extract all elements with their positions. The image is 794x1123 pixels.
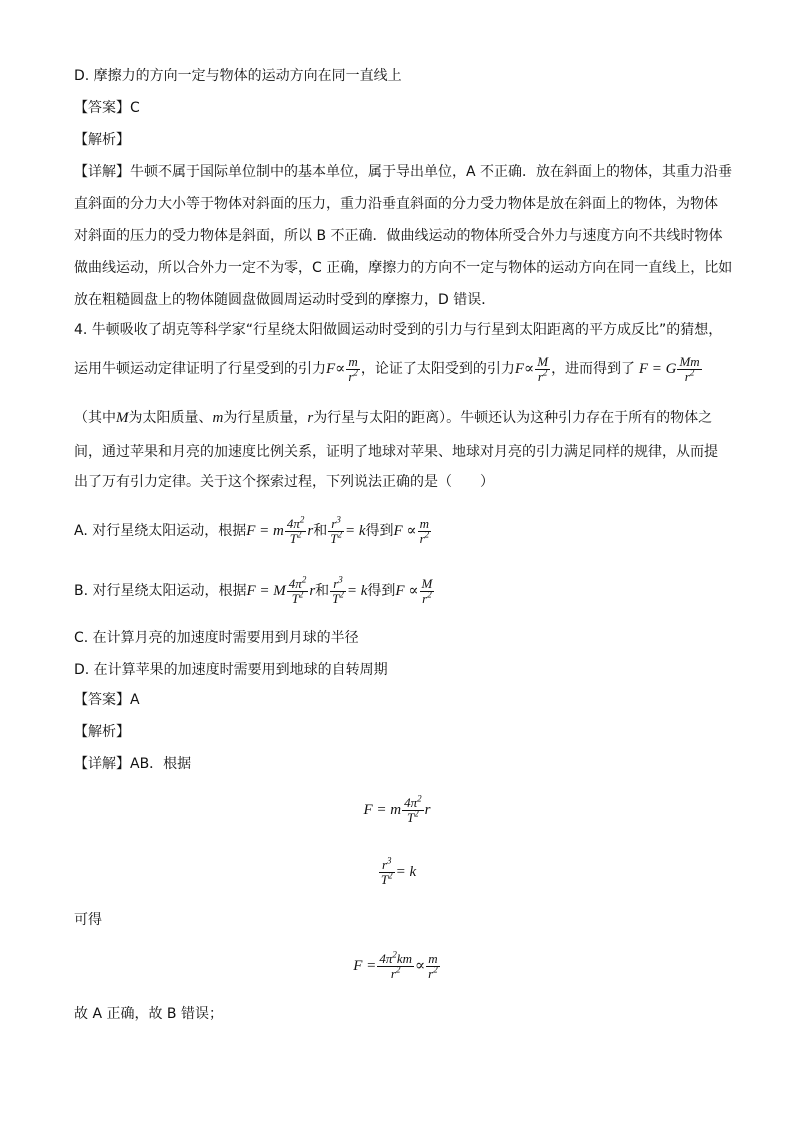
text-span: B. 对行星绕太阳运动，根据 [74,583,247,599]
text-span: ，进而得到了 [551,361,636,377]
detail-line: 直斜面的分力大小等于物体对斜面的压力，重力沿垂直斜面的分力受力物体是放在斜面上的物体，为物体 [74,196,718,212]
text-span: A. 对行星绕太阳运动，根据 [74,523,247,539]
math-expr: = k [346,583,368,599]
fraction: $\frac{4\pi^2}{T^2}$ [286,514,305,546]
text-span: （其中 [74,410,116,426]
option-b [74,574,435,608]
answer-label: 【答案】C [74,100,140,116]
math-var: M [116,410,129,426]
math-expr: F = G [635,361,677,377]
text-span: 为行星质量， [223,410,308,426]
question-4-line: 间，通过苹果和月亮的加速度比例关系，证明了地球对苹果、地球对月亮的引力满足同样的规律，从而提 [74,444,718,460]
text-span: 运用牛顿运动定律证明了行星受到的引力 [74,361,326,377]
option-c: C. 在计算月亮的加速度时需要用到月球的半径 [74,630,359,646]
text-span: 和 [313,523,328,539]
math-expr: F ∝ [395,583,419,599]
question-4-line: 出了万有引力定律。关于这个探索过程，下列说法正确的是（ ） [74,474,494,490]
text-span: 为行星与太阳的距离）。牛顿还认为这种引力存在于所有的物体之 [313,410,713,426]
math-expr: F = [353,958,377,974]
fraction: $\frac{r^3}{T^2}$ [330,514,342,546]
conclusion-line: 故 A 正确，故 B 错误； [74,1006,223,1022]
fraction: $\frac{M}{r^2}$ [421,575,433,606]
fraction: $\frac{4\pi^2}{T^2}$ [404,793,422,825]
fraction: $\frac{Mm}{r^2}$ [679,353,700,384]
detail-line: 放在粗糙圆盘上的物体随圆盘做圆周运动时受到的摩擦力，D 错误． [74,292,496,308]
detail-line: 【详解】牛顿不属于国际单位制中的基本单位，属于导出单位，A 不正确．放在斜面上的物体，其重力沿垂 [74,164,733,180]
math-expr: F = m [246,523,284,539]
text-span: 得到 [365,523,394,539]
equation-3 [0,946,794,986]
fraction: $\frac{m}{r^2}$ [428,950,438,981]
math-expr: F∝ [326,361,346,377]
question-4-formula-line [74,354,703,384]
answer-label: 【答案】A [74,692,140,708]
math-expr: F = m [363,802,402,818]
analysis-label: 【解析】 [74,132,130,148]
math-var: r [424,802,431,818]
analysis-label: 【解析】 [74,724,130,740]
text-span: 为太阳质量、 [128,410,213,426]
detail-line: 对斜面的压力的受力物体是斜面，所以 B 不正确．做曲线运动的物体所受合外力与速度方向不共线时物体 [74,228,723,244]
math-expr: = k [344,523,366,539]
fraction: $\frac{m}{r^2}$ [348,353,358,384]
fraction: $\frac{m}{r^2}$ [419,515,430,546]
math-expr: F ∝ [393,523,417,539]
detail-line: 做曲线运动，所以合外力一定不为零，C 正确，摩擦力的方向不一定与物体的运动方向在同一直线上，比如 [74,260,733,276]
fraction: $\frac{r^3}{T^2}$ [332,574,344,606]
math-expr: F = M [246,583,286,599]
fraction: $\frac{4\pi^2km}{r^2}$ [379,949,412,981]
math-var: r [307,523,314,539]
math-expr: F∝ [514,361,535,377]
text-span: 和 [315,583,330,599]
text-span: 得到 [367,583,396,599]
option-d-previous: D. 摩擦力的方向一定与物体的运动方向在同一直线上 [74,68,402,84]
math-expr: ∝ [415,958,426,974]
text-span: ，论证了太阳受到的引力 [360,361,515,377]
fraction: $\frac{M}{r^2}$ [537,353,549,384]
option-d: D. 在计算苹果的加速度时需要用到地球的自转周期 [74,662,388,678]
detail-line: 【详解】AB．根据 [74,756,192,772]
option-a [74,514,432,548]
question-4-line [74,408,712,428]
math-var: m [212,410,224,426]
question-4-line: 4. 牛顿吸收了胡克等科学家“行星绕太阳做圆运动时受到的引力与行星到太阳距离的平方成反比”的猜想， [74,322,723,338]
equation-1 [0,790,794,830]
math-var: r [309,583,316,599]
text-line: 可得 [74,912,102,928]
equation-2 [0,852,794,892]
math-expr: = k [395,864,417,880]
math-var: r [307,410,314,426]
fraction: $\frac{4\pi^2}{T^2}$ [288,574,307,606]
fraction: $\frac{r^3}{T^2}$ [380,855,393,887]
